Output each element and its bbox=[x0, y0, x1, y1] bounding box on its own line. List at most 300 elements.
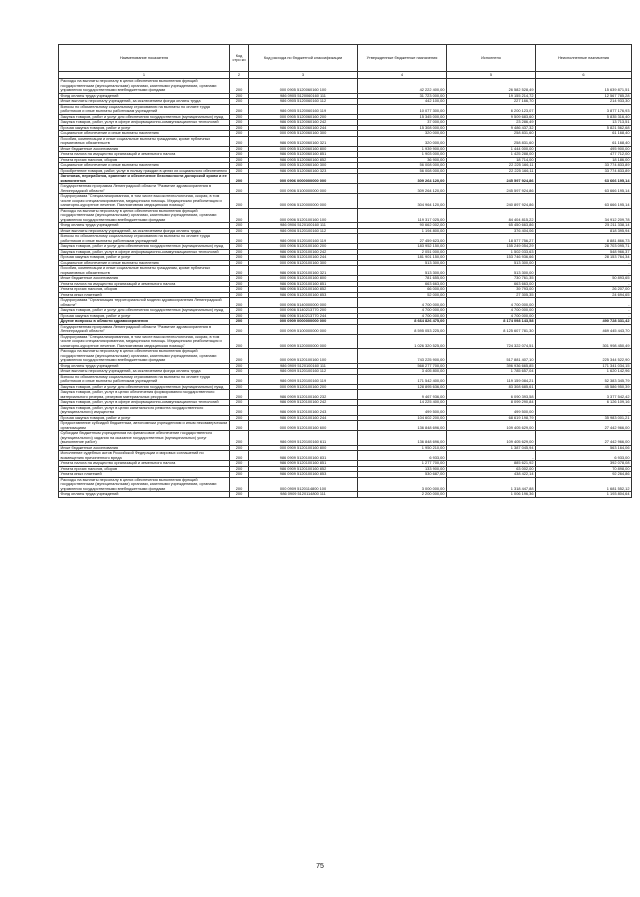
row-name-cell: Уплата налога на имущество организаций и земельного налога bbox=[59, 152, 230, 158]
row-unexecuted-cell: - bbox=[536, 298, 632, 308]
row-classification-cell: 986 0909 5120100160 119 bbox=[249, 374, 358, 384]
row-approved-cell: 781 655,00 bbox=[358, 276, 447, 282]
row-executed-cell: 1 785 657,04 bbox=[447, 369, 536, 375]
row-code-cell: 200 bbox=[230, 234, 249, 244]
row-unexecuted-cell: 50 893,65 bbox=[536, 276, 632, 282]
row-unexecuted-cell: 33 774 833,89 bbox=[536, 168, 632, 174]
row-name-cell: Подпрограмма "Специализированная, в том числе высокотехнологичная, скорая, в том числе скорая специализированная, медицинская помощь. Медицинская реабилитация и санаторно-курортное лечение. Паллиативная медицинская помощь" bbox=[59, 334, 230, 349]
row-approved-cell: 31 723 000,00 bbox=[358, 93, 447, 99]
row-executed-cell: 68 619 198,79 bbox=[447, 415, 536, 421]
row-approved-cell: 128 895 636,00 bbox=[358, 384, 447, 390]
row-name-cell: Уплата налога на имущество организаций и земельного налога bbox=[59, 281, 230, 287]
row-classification-cell: 000 0906 5120100160 300 bbox=[249, 260, 358, 266]
row-code-cell: 200 bbox=[230, 114, 249, 120]
row-name-cell: Подпрограмма "Организация территориальной модели здравоохранения Ленинградской области" bbox=[59, 298, 230, 308]
row-name-cell: Подпрограмма "Специализированная, в том числе высокотехнологичная, скорая, в том числе скорая специализированная, медицинская помощь. Медицинская реабилитация и санаторно-курортное лечение. Паллиативная медицинская помощь" bbox=[59, 194, 230, 209]
row-approved-cell: 499 500,00 bbox=[358, 405, 447, 415]
row-approved-cell: 10 077 300,00 bbox=[358, 104, 447, 114]
table-row bbox=[59, 79, 632, 94]
row-name-cell: Социальное обеспечение и иные выплаты населению bbox=[59, 163, 230, 169]
row-name-cell: Уплата прочих налогов, сборов bbox=[59, 157, 230, 163]
table-row bbox=[59, 492, 632, 498]
row-executed-cell: 1 425 288,00 bbox=[447, 152, 536, 158]
row-code-cell: 200 bbox=[230, 349, 249, 364]
row-name-cell: Государственная программа Ленинградской области "Развитие здравоохранения в Ленинградской области" bbox=[59, 184, 230, 194]
row-code-cell: 200 bbox=[230, 421, 249, 431]
row-code-cell: 200 bbox=[230, 249, 249, 255]
row-name-cell: Расходы на выплаты персоналу в целях обеспечения выполнения функций государственными (муниципальными) органами, казенными учреждениями, органами управления государственными внебюджетными фондами bbox=[59, 477, 230, 492]
row-classification-cell: 986 0906 5140213770 244 bbox=[249, 313, 358, 319]
row-code-cell: 200 bbox=[230, 390, 249, 400]
row-unexecuted-cell: 548 966,37 bbox=[536, 249, 632, 255]
row-classification-cell: 986 0905 5120060160 321 bbox=[249, 136, 358, 146]
row-code-cell: 200 bbox=[230, 281, 249, 287]
row-approved-cell: 36 900,00 bbox=[358, 157, 447, 163]
row-unexecuted-cell: 477 712,00 bbox=[536, 152, 632, 158]
row-unexecuted-cell: - bbox=[536, 313, 632, 319]
row-unexecuted-cell: 18 186,00 bbox=[536, 157, 632, 163]
row-classification-cell: 986 0909 5120100160 852 bbox=[249, 466, 358, 472]
row-classification-cell: 000 0909 5100000000 000 bbox=[249, 324, 358, 334]
row-unexecuted-cell: 301 998 450,49 bbox=[536, 334, 632, 349]
row-approved-cell: 530 687,00 bbox=[358, 472, 447, 478]
row-name-cell: Прочая закупка товаров, работ и услуг bbox=[59, 415, 230, 421]
row-executed-cell: 4 700 000,00 bbox=[447, 308, 536, 314]
row-unexecuted-cell: 8 881 866,73 bbox=[536, 234, 632, 244]
row-approved-cell: 4 700 000,00 bbox=[358, 298, 447, 308]
row-approved-cell: 1 277 700,00 bbox=[358, 461, 447, 467]
row-classification-cell: 000 0905 5120060160 200 bbox=[249, 114, 358, 120]
row-name-cell: Закупка товаров, работ, услуг в сфере информационно-коммуникационных технологий bbox=[59, 120, 230, 126]
row-code-cell: 200 bbox=[230, 298, 249, 308]
row-approved-cell: 442 100,00 bbox=[358, 99, 447, 105]
row-executed-cell: 724 322 074,51 bbox=[447, 334, 536, 349]
row-code-cell: 200 bbox=[230, 445, 249, 451]
table-row bbox=[59, 451, 632, 461]
row-code-cell: 200 bbox=[230, 125, 249, 131]
row-approved-cell: 568 277 700,00 bbox=[358, 363, 447, 369]
row-classification-cell: 986 0906 5120100160 112 bbox=[249, 228, 358, 234]
row-code-cell: 200 bbox=[230, 384, 249, 390]
row-approved-cell: 136 848 696,00 bbox=[358, 431, 447, 446]
row-code-cell: 200 bbox=[230, 152, 249, 158]
row-approved-cell: 119 317 025,00 bbox=[358, 208, 447, 223]
row-name-cell: Закупка товаров, работ и услуг для обеспечения государственных (муниципальных) нужд bbox=[59, 114, 230, 120]
header-indicator-name: Наименование показателя bbox=[59, 45, 230, 72]
row-code-cell: 200 bbox=[230, 79, 249, 94]
row-executed-cell: 19 155 214,72 bbox=[447, 93, 536, 99]
row-approved-cell: 133 900,00 bbox=[358, 466, 447, 472]
row-approved-cell: 52 000,00 bbox=[358, 292, 447, 298]
row-code-cell: 200 bbox=[230, 184, 249, 194]
row-unexecuted-cell: 818 395,94 bbox=[536, 228, 632, 234]
row-name-cell: Прочая закупка товаров, работ и услуг bbox=[59, 313, 230, 319]
row-unexecuted-cell: 1 681 552,12 bbox=[536, 477, 632, 492]
row-code-cell: 200 bbox=[230, 431, 249, 446]
row-code-cell: 200 bbox=[230, 466, 249, 472]
row-approved-cell: 27 459 623,00 bbox=[358, 234, 447, 244]
row-classification-cell: 986 0909 5120100160 831 bbox=[249, 451, 358, 461]
row-approved-cell: 4 700 000,00 bbox=[358, 313, 447, 319]
row-classification-cell: 000 0909 0000000000 000 bbox=[249, 319, 358, 325]
row-executed-cell: 245 597 924,86 bbox=[447, 174, 536, 184]
row-code-cell: 200 bbox=[230, 146, 249, 152]
row-unexecuted-cell: 3 377 542,42 bbox=[536, 390, 632, 400]
row-classification-cell: 000 0905 5120060160 300 bbox=[249, 163, 358, 169]
row-approved-cell: 90 662 002,00 bbox=[358, 223, 447, 229]
row-executed-cell: 1 006 196,36 bbox=[447, 492, 536, 498]
row-name-cell: Взносы по обязательному социальному страхованию на выплаты по оплате труда работников и иные выплаты работникам учреждений bbox=[59, 234, 230, 244]
row-code-cell: 200 bbox=[230, 369, 249, 375]
table-row bbox=[59, 349, 632, 364]
row-code-cell: 200 bbox=[230, 492, 249, 498]
row-classification-cell: 986 0905 5120060160 323 bbox=[249, 168, 358, 174]
table-row bbox=[59, 374, 632, 384]
row-unexecuted-cell: 35 983 001,21 bbox=[536, 415, 632, 421]
row-unexecuted-cell: 3 877 176,93 bbox=[536, 104, 632, 114]
row-approved-cell: 2 051 000,00 bbox=[358, 249, 447, 255]
row-name-cell: Социальное обеспечение и иные выплаты населению bbox=[59, 131, 230, 137]
row-unexecuted-cell: 34 912 209,78 bbox=[536, 208, 632, 223]
row-classification-cell: 000 0909 5120100160 100 bbox=[249, 349, 358, 364]
row-approved-cell: 3 405 800,00 bbox=[358, 369, 447, 375]
row-name-cell: Фонд оплаты труда учреждений bbox=[59, 93, 230, 99]
row-executed-cell: 27 305,35 bbox=[447, 292, 536, 298]
row-classification-cell: 986 0909 5120100160 111 bbox=[249, 363, 358, 369]
row-executed-cell: 240 897 924,86 bbox=[447, 194, 536, 209]
row-name-cell: Закупка товаров, работ и услуг для обеспечения государственных (муниципальных) нужд bbox=[59, 244, 230, 250]
header-line-code: Код стро ки bbox=[230, 45, 249, 72]
row-unexecuted-cell: 6 126 109,16 bbox=[536, 400, 632, 406]
row-approved-cell: 1 194 800,00 bbox=[358, 228, 447, 234]
row-name-cell: Другие вопросы в области здравоохранения bbox=[59, 319, 230, 325]
row-classification-cell: 000 0906 0000000000 000 bbox=[249, 174, 358, 184]
row-approved-cell: 9 467 936,00 bbox=[358, 390, 447, 400]
row-classification-cell: 986 0909 5120100160 232 bbox=[249, 390, 358, 400]
row-classification-cell: 000 0905 5120060160 800 bbox=[249, 146, 358, 152]
row-code-cell: 200 bbox=[230, 194, 249, 209]
row-name-cell: Уплата налога на имущество организаций и земельного налога bbox=[59, 461, 230, 467]
row-name-cell: Расходы на выплаты персоналу в целях обеспечения выполнения функций государственными (муниципальными) органами, казенными учреждениями, органами управления государственными внебюджетными фондами bbox=[59, 208, 230, 223]
row-classification-cell: 986 0905 5120060160 242 bbox=[249, 120, 358, 126]
row-code-cell: 200 bbox=[230, 287, 249, 293]
table-row bbox=[59, 136, 632, 146]
row-unexecuted-cell: 1 620 142,96 bbox=[536, 369, 632, 375]
row-approved-cell: 513 300,00 bbox=[358, 260, 447, 266]
row-code-cell: 200 bbox=[230, 163, 249, 169]
row-unexecuted-cell: 1 193 804,64 bbox=[536, 492, 632, 498]
row-executed-cell: 8 099 290,84 bbox=[447, 400, 536, 406]
row-name-cell: Пособия, компенсации и иные социальные выплаты гражданам, кроме публичных нормативных обязательств bbox=[59, 136, 230, 146]
row-executed-cell: 109 405 629,00 bbox=[447, 431, 536, 446]
page-number: 75 bbox=[316, 863, 324, 870]
row-unexecuted-cell: 392 078,08 bbox=[536, 461, 632, 467]
row-approved-cell: 1 903 000,00 bbox=[358, 152, 447, 158]
row-approved-cell: 309 264 120,00 bbox=[358, 184, 447, 194]
table-row bbox=[59, 390, 632, 400]
row-unexecuted-cell: 5 821 562,68 bbox=[536, 125, 632, 131]
row-name-cell: Иные бюджетные ассигнования bbox=[59, 146, 230, 152]
row-unexecuted-cell: - bbox=[536, 405, 632, 415]
row-approved-cell: 104 602 200,00 bbox=[358, 415, 447, 421]
row-approved-cell: 183 952 150,00 bbox=[358, 244, 447, 250]
row-executed-cell: 1 502 033,63 bbox=[447, 249, 536, 255]
row-classification-cell: 986 0905 5120060160 112 bbox=[249, 99, 358, 105]
row-code-cell: 200 bbox=[230, 120, 249, 126]
row-code-cell: 200 bbox=[230, 477, 249, 492]
row-classification-cell: 986 0906 5120100160 853 bbox=[249, 292, 358, 298]
row-classification-cell: 000 0906 5140000000 000 bbox=[249, 298, 358, 308]
row-name-cell: Фонд оплаты труда учреждений bbox=[59, 363, 230, 369]
row-approved-cell: 743 225 900,00 bbox=[358, 349, 447, 364]
header-approved: Утвержденные бюджетные назначения bbox=[358, 45, 447, 72]
row-name-cell: Иные бюджетные ассигнования bbox=[59, 276, 230, 282]
row-executed-cell: 258 831,60 bbox=[447, 131, 536, 137]
row-name-cell: Закупка товаров, работ, услуг в целях капитального ремонта государственного (муниципального) имущества bbox=[59, 405, 230, 415]
row-approved-cell: 181 901 150,00 bbox=[358, 255, 447, 261]
row-code-cell: 200 bbox=[230, 374, 249, 384]
row-approved-cell: 42 222 400,00 bbox=[358, 79, 447, 94]
row-unexecuted-cell: 6 933,00 bbox=[536, 451, 632, 461]
column-number: 4 bbox=[358, 72, 447, 79]
row-executed-cell: 513 300,00 bbox=[447, 266, 536, 276]
row-code-cell: 200 bbox=[230, 104, 249, 114]
row-unexecuted-cell: 61 168,40 bbox=[536, 136, 632, 146]
row-code-cell: 200 bbox=[230, 363, 249, 369]
row-unexecuted-cell: 28 703 095,71 bbox=[536, 244, 632, 250]
row-executed-cell: 258 831,60 bbox=[447, 136, 536, 146]
row-approved-cell: 1 939 900,00 bbox=[358, 146, 447, 152]
table-row bbox=[59, 208, 632, 223]
row-unexecuted-cell: 171 341 034,15 bbox=[536, 363, 632, 369]
row-name-cell: Фонд оплаты труда учреждений bbox=[59, 223, 230, 229]
row-unexecuted-cell: - bbox=[536, 266, 632, 276]
row-unexecuted-cell: 63 666 195,14 bbox=[536, 174, 632, 184]
row-unexecuted-cell: 70 898,00 bbox=[536, 466, 632, 472]
table-body bbox=[59, 79, 632, 498]
row-classification-cell: 986 0906 5120100160 321 bbox=[249, 266, 358, 276]
row-executed-cell: 4 700 000,00 bbox=[447, 298, 536, 308]
row-classification-cell: 986 0905 5120060160 244 bbox=[249, 125, 358, 131]
row-executed-cell: 1 444 000,00 bbox=[447, 146, 536, 152]
row-name-cell: Расходы на выплаты персоналу в целях обеспечения выполнения функций государственными (муниципальными) органами, казенными учреждениями, органами управления государственными внебюджетными фондами bbox=[59, 79, 230, 94]
budget-execution-table bbox=[58, 44, 632, 498]
row-executed-cell: 9 509 683,60 bbox=[447, 114, 536, 120]
row-classification-cell: 986 0906 5120100160 244 bbox=[249, 255, 358, 261]
row-executed-cell: 376 404,06 bbox=[447, 228, 536, 234]
column-number: 2 bbox=[230, 72, 249, 79]
row-executed-cell: 227 166,70 bbox=[447, 99, 536, 105]
row-name-cell: Уплата прочих налогов, сборов bbox=[59, 287, 230, 293]
row-executed-cell: 6 090 393,58 bbox=[447, 390, 536, 400]
row-approved-cell: 171 542 400,00 bbox=[358, 374, 447, 384]
row-executed-cell: - bbox=[447, 451, 536, 461]
column-number: 3 bbox=[249, 72, 358, 79]
row-name-cell: Закупка товаров, работ и услуг для обеспечения государственных (муниципальных) нужд bbox=[59, 308, 230, 314]
row-code-cell: 200 bbox=[230, 276, 249, 282]
row-name-cell: Иные бюджетные ассигнования bbox=[59, 445, 230, 451]
row-code-cell: 200 bbox=[230, 174, 249, 184]
row-unexecuted-cell: 63 666 195,14 bbox=[536, 194, 632, 209]
row-approved-cell: 304 964 120,00 bbox=[358, 194, 447, 209]
row-code-cell: 200 bbox=[230, 313, 249, 319]
row-classification-cell: 986 0906 5120100160 852 bbox=[249, 287, 358, 293]
row-executed-cell: 22 225 166,11 bbox=[447, 163, 536, 169]
row-executed-cell: 513 300,00 bbox=[447, 260, 536, 266]
row-executed-cell: 517 881 407,10 bbox=[447, 349, 536, 364]
row-code-cell: 200 bbox=[230, 308, 249, 314]
row-classification-cell: 986 0905 5120060160 852 bbox=[249, 157, 358, 163]
row-code-cell: 200 bbox=[230, 405, 249, 415]
row-classification-cell: 000 0909 5120000000 000 bbox=[249, 334, 358, 349]
row-name-cell: Социальное обеспечение и иные выплаты населению bbox=[59, 260, 230, 266]
row-classification-cell: 986 0909 5120100160 611 bbox=[249, 431, 358, 446]
row-name-cell: Заготовка, переработка, хранение и обеспечение безопасности донорской крови и ее компонентов bbox=[59, 174, 230, 184]
row-name-cell: Прочая закупка товаров, работ и услуг bbox=[59, 255, 230, 261]
row-approved-cell: 513 300,00 bbox=[358, 266, 447, 276]
row-name-cell: Закупка товаров, работ, услуг в целях обеспечения формирования государственного материального резерва, резервов материальных ресурсов bbox=[59, 390, 230, 400]
row-unexecuted-cell: 13 713,51 bbox=[536, 120, 632, 126]
row-unexecuted-cell: 33 774 833,89 bbox=[536, 163, 632, 169]
row-name-cell: Уплата прочих налогов, сборов bbox=[59, 466, 230, 472]
row-approved-cell: 309 264 120,00 bbox=[358, 174, 447, 184]
row-approved-cell: 15 308 000,00 bbox=[358, 125, 447, 131]
column-number: 1 bbox=[59, 72, 230, 79]
row-executed-cell: 8 125 607 781,30 bbox=[447, 324, 536, 334]
row-unexecuted-cell: 5 835 316,40 bbox=[536, 114, 632, 120]
row-executed-cell: 84 404 815,22 bbox=[447, 208, 536, 223]
row-unexecuted-cell: 25 211 338,14 bbox=[536, 223, 632, 229]
row-approved-cell: 663 663,00 bbox=[358, 281, 447, 287]
row-executed-cell: 119 159 084,21 bbox=[447, 374, 536, 384]
row-classification-cell: 986 0905 5120060160 111 bbox=[249, 93, 358, 99]
row-approved-cell: 66 000,00 bbox=[358, 287, 447, 293]
row-code-cell: 200 bbox=[230, 223, 249, 229]
row-classification-cell: 986 0905 5120060160 119 bbox=[249, 104, 358, 114]
row-unexecuted-cell: 52 383 345,79 bbox=[536, 374, 632, 384]
row-executed-cell: 153 746 936,66 bbox=[447, 255, 536, 261]
row-executed-cell: 6 200 123,07 bbox=[447, 104, 536, 114]
table-header-row bbox=[59, 45, 632, 72]
header-budget-classification: Код расхода по бюджетной классификации bbox=[249, 45, 358, 72]
row-code-cell: 200 bbox=[230, 244, 249, 250]
row-classification-cell: 000 0906 5140213770 200 bbox=[249, 308, 358, 314]
row-code-cell: 200 bbox=[230, 255, 249, 261]
row-code-cell: 200 bbox=[230, 319, 249, 325]
row-name-cell: Иные выплаты персоналу учреждений, за исключением фонда оплаты труда bbox=[59, 369, 230, 375]
row-classification-cell: 000 0906 5120100160 200 bbox=[249, 244, 358, 250]
row-name-cell: Предоставление субсидий бюджетным, автономным учреждениям и иным некоммерческим организациям bbox=[59, 421, 230, 431]
row-approved-cell: 8 595 053 225,00 bbox=[358, 324, 447, 334]
row-executed-cell: 18 714,00 bbox=[447, 157, 536, 163]
column-number: 6 bbox=[536, 72, 632, 79]
row-code-cell: 200 bbox=[230, 415, 249, 421]
row-name-cell: Закупка товаров, работ, услуг в сфере информационно-коммуникационных технологий bbox=[59, 249, 230, 255]
row-executed-cell: 26 582 528,49 bbox=[447, 79, 536, 94]
column-number: 5 bbox=[447, 72, 536, 79]
row-executed-cell: 730 761,35 bbox=[447, 276, 536, 282]
row-executed-cell: 1 318 447,88 bbox=[447, 477, 536, 492]
table-row bbox=[59, 334, 632, 349]
row-name-cell: Закупка товаров, работ и услуг для обеспечения государственных (муниципальных) нужд bbox=[59, 384, 230, 390]
row-unexecuted-cell: 469 445 443,70 bbox=[536, 324, 632, 334]
row-code-cell: 200 bbox=[230, 228, 249, 234]
row-unexecuted-cell: 490 728 331,42 bbox=[536, 319, 632, 325]
row-code-cell: 200 bbox=[230, 131, 249, 137]
table-row bbox=[59, 184, 632, 194]
row-name-cell: Приобретение товаров, работ, услуг в пользу граждан в целях их социального обеспечения bbox=[59, 168, 230, 174]
row-executed-cell: 83 308 685,61 bbox=[447, 384, 536, 390]
header-executed: Исполнено bbox=[447, 45, 536, 72]
row-name-cell: Уплата иных платежей bbox=[59, 472, 230, 478]
row-code-cell: 200 bbox=[230, 136, 249, 146]
row-name-cell: Уплата иных платежей bbox=[59, 292, 230, 298]
row-executed-cell: 39 793,00 bbox=[447, 287, 536, 293]
column-number-row bbox=[59, 72, 632, 79]
row-executed-cell: 18 577 756,27 bbox=[447, 234, 536, 244]
row-classification-cell: 986 0909 5120100160 112 bbox=[249, 369, 358, 375]
row-classification-cell: 986 0909 5120100160 243 bbox=[249, 405, 358, 415]
row-classification-cell: 986 0909 5120100160 853 bbox=[249, 472, 358, 478]
row-unexecuted-cell: 28 153 764,34 bbox=[536, 255, 632, 261]
row-unexecuted-cell: 15 639 871,51 bbox=[536, 79, 632, 94]
row-approved-cell: 3 000 000,00 bbox=[358, 477, 447, 492]
row-name-cell: Государственная программа Ленинградской области "Развитие здравоохранения в Ленинградской области" bbox=[59, 324, 230, 334]
row-classification-cell: 000 0909 5120100160 200 bbox=[249, 384, 358, 390]
row-unexecuted-cell: 563 164,06 bbox=[536, 445, 632, 451]
row-code-cell: 200 bbox=[230, 472, 249, 478]
row-unexecuted-cell: 214 933,30 bbox=[536, 99, 632, 105]
row-approved-cell: 4 700 000,00 bbox=[358, 308, 447, 314]
row-code-cell: 200 bbox=[230, 451, 249, 461]
row-executed-cell: 9 486 437,32 bbox=[447, 125, 536, 131]
row-approved-cell: 6 933,00 bbox=[358, 451, 447, 461]
row-classification-cell: 986 0909 5120100160 242 bbox=[249, 400, 358, 406]
row-unexecuted-cell: - bbox=[536, 308, 632, 314]
row-classification-cell: 986 0906 5120100160 242 bbox=[249, 249, 358, 255]
row-classification-cell: 986 0905 5120060160 851 bbox=[249, 152, 358, 158]
row-unexecuted-cell: 495 900,00 bbox=[536, 146, 632, 152]
row-approved-cell: 56 008 000,00 bbox=[358, 168, 447, 174]
row-approved-cell: 37 000,00 bbox=[358, 120, 447, 126]
row-name-cell: Взносы по обязательному социальному страхованию на выплаты по оплате труда работников и иные выплаты работникам учреждений bbox=[59, 374, 230, 384]
row-classification-cell: 986 0909 5120114800 111 bbox=[249, 492, 358, 498]
row-unexecuted-cell: - bbox=[536, 281, 632, 287]
row-code-cell: 200 bbox=[230, 266, 249, 276]
row-name-cell: Иные выплаты персоналу учреждений, за исключением фонда оплаты труда bbox=[59, 228, 230, 234]
row-classification-cell: 000 0906 5100000000 000 bbox=[249, 184, 358, 194]
row-unexecuted-cell: 92 264,86 bbox=[536, 472, 632, 478]
row-name-cell: Взносы по обязательному социальному страхованию на выплаты по оплате труда работников и иные выплаты работникам учреждений bbox=[59, 104, 230, 114]
row-code-cell: 200 bbox=[230, 260, 249, 266]
row-approved-cell: 1 026 320 525,00 bbox=[358, 334, 447, 349]
row-executed-cell: 438 422,14 bbox=[447, 472, 536, 478]
row-name-cell: Закупка товаров, работ, услуг в сфере информационно-коммуникационных технологий bbox=[59, 400, 230, 406]
row-approved-cell: 1 950 210,00 bbox=[358, 445, 447, 451]
row-executed-cell: 1 387 045,94 bbox=[447, 445, 536, 451]
row-executed-cell: 885 621,92 bbox=[447, 461, 536, 467]
row-executed-cell: 155 249 054,29 bbox=[447, 244, 536, 250]
row-name-cell: Прочая закупка товаров, работ и услуг bbox=[59, 125, 230, 131]
table-row bbox=[59, 266, 632, 276]
table-row bbox=[59, 477, 632, 492]
row-code-cell: 200 bbox=[230, 157, 249, 163]
row-approved-cell: 2 200 000,00 bbox=[358, 492, 447, 498]
header-unexecuted: Неисполненные назначения bbox=[536, 45, 632, 72]
row-approved-cell: 15 345 000,00 bbox=[358, 114, 447, 120]
row-approved-cell: 320 000,00 bbox=[358, 136, 447, 146]
table-row bbox=[59, 421, 632, 431]
